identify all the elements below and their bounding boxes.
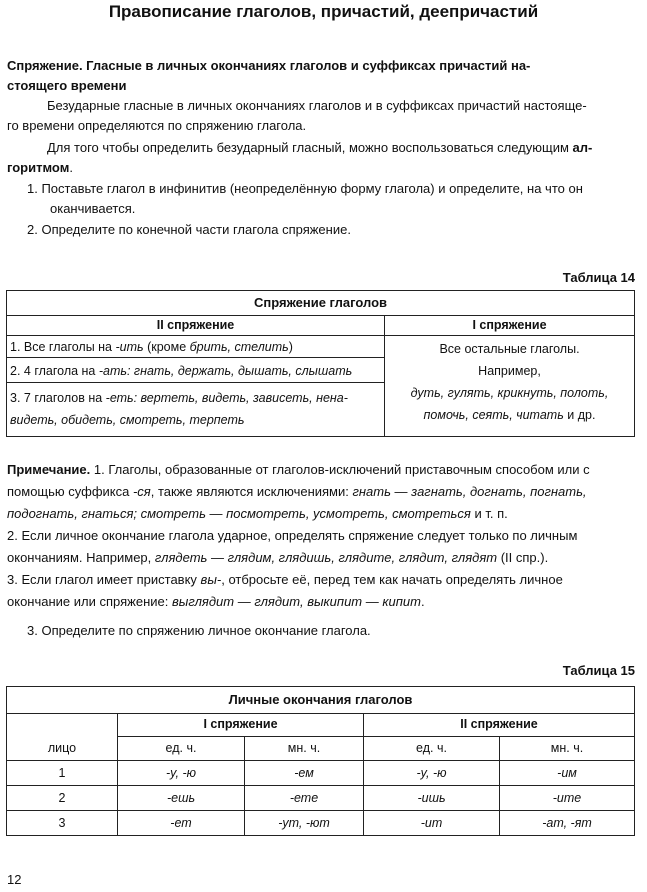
note-1f: подогнать, гнаться; смотреть — посмотреть, усмотреть, смотреться — [7, 506, 471, 521]
row-3-conj1-sg: -ет — [170, 816, 192, 830]
note-2c: глядеть — глядим, глядишь, глядите, глядит, глядят — [154, 550, 498, 565]
row-2-verbs: -ать: гнать, держать, дышать, слышать — [98, 364, 353, 378]
conj-1-examples-2 — [385, 404, 634, 426]
table-14 — [6, 290, 635, 437]
table-14-row-3 — [7, 384, 384, 437]
table-14-title: Спряжение глаголов — [7, 291, 634, 316]
row-1-conj2-pl: -им — [557, 766, 577, 780]
note-line-6 — [7, 570, 563, 590]
row-3-conj1-pl: -ут, -ют — [278, 816, 330, 830]
note-1g: и т. п. — [470, 506, 508, 521]
row-3-conj2-pl: -ат, -ят — [542, 816, 592, 830]
note-line-4: 2. Если личное окончание глагола ударное, определять спряжение следует только по личным — [7, 528, 578, 543]
section-heading-line-2: стоящего времени — [7, 78, 127, 93]
table-14-row-1 — [7, 336, 384, 358]
conj-1-examples-1: дуть, гулять, крикнуть, полоть, — [410, 386, 609, 400]
row-1-text-c: (кроме — [143, 340, 190, 354]
row-1-conj2-sg: -у, -ю — [416, 766, 447, 780]
page-title: Правописание глаголов, причастий, деепричастий — [108, 2, 539, 21]
row-1-text-e: ) — [288, 340, 293, 354]
row-2-person: 2 — [58, 791, 66, 805]
table-15-title: Личные окончания глаголов — [7, 687, 634, 714]
row-1-conj1-pl: -ем — [294, 766, 314, 780]
algorithm-word-part-1: ал- — [572, 140, 593, 155]
note-line-5 — [7, 548, 548, 568]
header-conj-2: II спряжение — [460, 717, 538, 731]
header-pl-1: мн. ч. — [287, 741, 321, 755]
note-line-3 — [7, 504, 508, 524]
header-conj-1: I спряжение — [203, 717, 278, 731]
row-1-suffix: -ить — [115, 340, 144, 354]
note-1b: помощью суффикса — [7, 484, 133, 499]
algorithm-intro-line-2 — [7, 158, 73, 178]
header-sg-2: ед. ч. — [416, 741, 447, 755]
note-3a: 3. Если глагол имеет приставку — [7, 572, 201, 587]
algorithm-intro-line-1 — [47, 138, 592, 158]
note-line-7 — [7, 592, 425, 612]
row-1-conj1-sg: -у, -ю — [165, 766, 197, 780]
conj-1-rule: Все остальные глаголы. — [439, 342, 580, 356]
note-1a: 1. Глаголы, образованные от глаголов-исключений приставочным способом или с — [90, 462, 590, 477]
note-line-1 — [7, 460, 590, 480]
note-1d: , также являются исключениями: — [150, 484, 353, 499]
step-2: 2. Определите по конечной части глагола спряжение. — [27, 222, 351, 237]
table-14-caption: Таблица 14 — [562, 270, 635, 285]
note-3f: . — [420, 594, 425, 609]
header-person: лицо — [47, 741, 77, 755]
conj-1-example-label: Например, — [478, 364, 541, 378]
table-15 — [6, 686, 635, 836]
page-number: 12 — [7, 872, 22, 887]
note-3d: окончание или спряжение: — [7, 594, 172, 609]
algorithm-word-part-2: горитмом — [7, 160, 70, 175]
header-sg-1: ед. ч. — [165, 741, 197, 755]
table-14-conj-1-cell — [385, 336, 634, 437]
row-3-person: 3 — [58, 816, 66, 830]
row-3-verbs-2: видеть, обидеть, смотреть, терпеть — [10, 413, 245, 427]
row-3-text-a: 3. 7 глаголов на — [10, 391, 106, 405]
step-1-line-2: оканчивается. — [50, 201, 136, 216]
row-2-conj2-pl: -ите — [552, 791, 582, 805]
conj-1-etc: и др. — [563, 408, 596, 422]
table-14-row-2 — [7, 359, 384, 383]
note-line-2 — [7, 482, 587, 502]
row-3-conj2-sg: -ит — [420, 816, 443, 830]
algorithm-end: . — [69, 160, 73, 175]
note-3c: , отбросьте её, перед тем как начать определять личное — [221, 572, 563, 587]
intro-line-2: го времени определяются по спряжению глагола. — [7, 118, 307, 133]
table-14-header-conj-2: II спряжение — [7, 315, 384, 336]
algorithm-intro-text: Для того чтобы определить безударный гласный, можно воспользоваться следующим — [47, 140, 569, 155]
section-heading-line-1: Спряжение. Гласные в личных окончаниях глаголов и суффиксах причастий на- — [7, 58, 531, 73]
row-1-text-a: 1. Все глаголы на — [10, 340, 116, 354]
row-2-text-a: 2. 4 глагола на — [10, 364, 99, 378]
row-1-exceptions: брить, стелить — [189, 340, 289, 354]
row-3-verbs-1: -еть: вертеть, видеть, зависеть, нена- — [105, 391, 348, 405]
note-1e: гнать — загнать, догнать, погнать, — [352, 484, 587, 499]
conj-1-examples-2-text: помочь, сеять, читать — [423, 408, 564, 422]
row-2-conj1-pl: -ете — [289, 791, 319, 805]
note-label: Примечание. — [7, 462, 91, 477]
table-14-header-conj-1: I спряжение — [385, 315, 634, 336]
note-2d: (II спр.). — [497, 550, 549, 565]
note-3e: выглядит — глядит, выкипит — кипит — [171, 594, 421, 609]
row-2-conj1-sg: -ешь — [166, 791, 196, 805]
step-1-line-1: 1. Поставьте глагол в инфинитив (неопределённую форму глагола) и определите, на что он — [27, 181, 583, 196]
intro-line-1: Безударные гласные в личных окончаниях глаголов и в суффиксах причастий настояще- — [47, 98, 587, 113]
table-15-caption: Таблица 15 — [562, 663, 635, 678]
row-1-person: 1 — [58, 766, 66, 780]
step-3: 3. Определите по спряжению личное окончание глагола. — [27, 623, 371, 638]
note-3b: вы- — [200, 572, 222, 587]
note-1c: -ся — [132, 484, 151, 499]
header-pl-2: мн. ч. — [550, 741, 584, 755]
note-2b: окончаниям. Например, — [7, 550, 155, 565]
row-2-conj2-sg: -ишь — [417, 791, 446, 805]
